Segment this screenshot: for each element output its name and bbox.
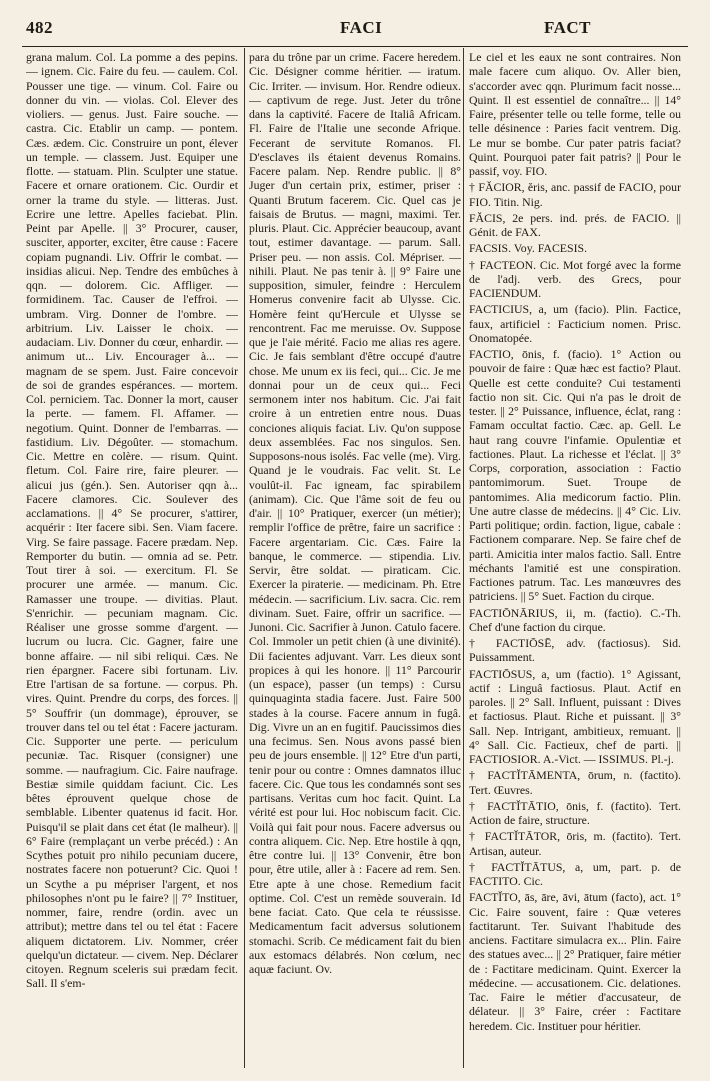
- entry-factiose: † FACTIŌSĒ, adv. (factiosus). Sid. Puissamment.: [469, 636, 681, 665]
- column-3: [469, 50, 681, 1065]
- entry-text: Le ciel et les eaux ne sont contraires. Non male facere cum aliquo. Ov. Aller bien, s'accorder avec qqn. Plurimum facit nosse... Quint. Il est essentiel de connaître... || 14° Faire, présenter telle ou telle forme, telle ou telle désinence : Paries facit ventrem. Dig. Le mur se bombe. Cur pater patris faciat? Quint. Pourquoi pater fait patris? || Pour le passif, voy. FIO.: [469, 50, 681, 178]
- page-header: [22, 18, 688, 46]
- column-divider: [463, 48, 464, 1068]
- header-rule: [22, 46, 688, 47]
- entry-facticius: FACTICIUS, a, um (facio). Plin. Factice, faux, artificiel : Facticium nomen. Prisc. Onomatopée.: [469, 302, 681, 345]
- page-number: 482: [26, 18, 53, 37]
- entry-factio: FACTIO, ōnis, f. (facio). 1° Action ou pouvoir de faire : Quæ hæc est factio? Plaut. Quelle est cette conduite? Cui testamenti factio non sit. Cic. Qui n'a pas le droit de tester. || 2° Puissance, influence, éclat, rang : Famam occultat factio. Cæc. ap. Gell. Le haut rang couvre l'infamie. Opulentiæ et factiones. Plaut. La richesse et l'éclat. || 3° Corps, corporation, association : Factio pantomimorum. Suet. Troupe de pantomimes. Alia medicorum factio. Plin. Une autre classe de médecins. || 4° Cic. Liv. Parti politique; ordin. faction, ligue, cabale : Factionem comparare. Nep. Se faire chef de parti. Amicitia inter malos factio. Sall. Entre méchants l'amitié est une conspiration. Factiones patrum. Tac. Les manœuvres des patriciens. || 5° Suet. Faction du cirque.: [469, 347, 681, 604]
- entry-facior: † FĂCIOR, ĕris, anc. passif de FACIO, pour FIO. Titin. Nig.: [469, 180, 681, 209]
- entry-facsis: FACSIS. Voy. FACESIS.: [469, 241, 588, 256]
- entry-facteon: † FACTEON. Cic. Mot forgé avec la forme de l'adj. verb. des Grecs, pour FACIENDUM.: [469, 257, 681, 300]
- column-divider: [244, 48, 245, 1068]
- entry-text: para du trône par un crime. Facere heredem. Cic. Désigner comme héritier. — iratum. Cic. Irriter. — invisum. Hor. Rendre odieux. — captivum de rege. Just. Jeter du trône dans la captivité. Facere de Italiâ Africam. Fl. Faire de l'Italie une seconde Afrique. Fecerant de servitute Romanos. Fl. D'esclaves ils étaient devenus Romains. Facere palam. Nep. Rendre public. || 8° Juger d'un certain prix, estimer, priser : Quanti Brutum facerem. Cic. Quel cas je faisais de Brutus. — magni, maximi. Ter. pluris. Plaut. Cic. Apprécier beaucoup, avant tout, estimer davantage. — parum. Sall. Priser peu. — non assis. Col. Mépriser. — nihili. Plaut. Ne pas tenir à. || 9° Faire une supposition, simuler, feindre : Herculem Homerus convenire facit ab Ulysse. Cic. Homère feint qu'Hercule et Ulysse se rencontrent. Fac me meruisse. Ov. Suppose que je l'aie mérité. Facio me alias res agere. Cic. Je fais semblant d'être occupé d'autre chose. Me unum ex iis feci, qui... Cic. Je me donnai pour un de ceux qui... Feci sermonem inter nos habitum. Cic. J'ai fait croire à un entretien entre nous. Duas conciones aliquis faciat. Liv. Qu'on suppose deux assemblées. Fac nos singulos. Sen. Supposons-nous isolés. Fac velle (me). Virg. Quand je le voudrais. Fac velit. St. Le voulût-il. Fac igneam, fac spirabilem (animam). Cic. Que l'âme soit de feu ou d'air. || 10° Pratiquer, exercer (un métier); remplir l'office de prêtre, faire un sacrifice : Facere argentariam. Cic. Cæs. Faire la banque, le commerce. — stipendia. Liv. Servir, être soldat. — piraticam. Cic. Exercer la piraterie. — medicinam. Ph. Etre médecin. — sacrificium. Liv. sacra. Cic. rem divinam. Suet. Faire, offrir un sacrifice. — Junoni. Cic. Sacrifier à Junon. Catulo facere. Col. Immoler un petit chien (à une divinité). Dii facientes adjuvant. Varr. Les dieux sont propices à qui les honore. || 11° Parcourir (un espace), passer (un temps) : Cursu quinquaginta stadia facere. Just. Faire 500 stades à la course. Facere annum in fugâ. Dig. Vivre un an en fugitif. Paucissimos dies una fecimus. Sen. Nous avons passé bien peu de jours ensemble. || 12° Etre d'un parti, tenir pour ou contre : Omnes damnatos illuc facere. Cic. Que tous les condamnés sont ses partisans. Veritas cum hoc facit. Quint. La vérité est pour lui. Hoc nobiscum facit. Cic. Voilà qui fait pour nous. Facere adversus ou contra aliquem. Cic. Nep. Etre hostile à qqn, être contre lui. || 13° Convenir, être bon pour, être utile, aller à : Facere ad rem. Sen. Etre apte à une chose. Remedium facit optime. Col. C'est un remède souverain. Id bene faciat. Cato. Que cela te réussisse. Medicamentum facit adversus solutionem stomachi. Scrib. Ce médicament fait du bien aux estomacs délabrés. Non cœlum, nec aquæ faciunt. Ov.: [249, 50, 461, 976]
- entry-text: grana malum. Col. La pomme a des pepins. — ignem. Cic. Faire du feu. — caulem. Col. Pousser une tige. — vinum. Col. Faire ou donner du vin. — violas. Col. Elever des violiers. — genus. Just. Faire souche. — castra. Cic. Etablir un camp. — pontem. Cæs. ædem. Cic. Construire un pont, élever un temple. — classem. Just. Equiper une flotte. — statuam. Plin. Sculpter une statue. Facere et ornare orationem. Cic. Ourdir et orner la trame du style. — litteras. Just. Ecrire une lettre. Apelles faciebat. Plin. Peint par Apelle. || 3° Procurer, causer, susciter, apporter, exciter, être cause : Facere copiam pugnandi. Liv. Offrir le combat. — insidias alicui. Nep. Tendre des embûches à qqn. — dolorem. Cic. Affliger. — formidinem. Tac. Causer de l'effroi. — umbram. Virg. Donner de l'ombre. — arbitrium. Liv. Laisser le choix. — audaciam. Liv. Donner du cœur, enhardir. — animum ut... Liv. Encourager à... — magnam de se spem. Just. Faire concevoir de soi de grandes espérances. — mortem. Col. perniciem. Tac. Donner la mort, causer la perte. — famem. Fl. Affamer. — negotium. Quint. Donner de l'embarras. — fastidium. Liv. Dégoûter. — stomachum. Cic. Mettre en colère. — risum. Quint. fletum. Col. Faire rire, faire pleurer. — alicui jus (gén.). Sen. Autoriser qqn à... Facere clamores. Cic. Soulever des acclamations. || 4° Se procurer, s'attirer, acquérir : Iter facere sibi. Sen. Viam facere. Virg. Se faire passage. Facere prædam. Nep. Remporter du butin. — omnia ad se. Petr. Tout tirer à soi. — exercitum. Fl. Se procurer une armée. — manum. Cic. Ramasser une troupe. — divitias. Plaut. S'enrichir. — pecuniam magnam. Cic. Réaliser une grosse somme d'argent. — lucrum ou lucra. Cic. Gagner, faire une bonne affaire. — nil sibi reliqui. Cæs. Ne rien épargner. Facere sibi fortunam. Liv. Etre l'artisan de sa fortune. — corpus. Ph. vires. Quint. Prendre du corps, des forces. || 5° Souffrir (un dommage), éprouver, se trouver dans tel ou tel état : Facere jacturam. Cic. Supporter une perte. — periculum pecuniæ. Tac. Risquer (consigner) une somme. — naufragium. Cic. Faire naufrage. Bestiæ simile quiddam faciunt. Cic. Les bêtes éprouvent quelque chose de semblable. Libenter quatenus id facit. Hor. Puisqu'il se plait dans cet état (le malheur). || 6° Faire (remplaçant un verbe précéd.) : An Scythes potuit pro nihilo pecuniam ducere, nostrates facere non potuerunt? Cic. Quoi ! un Scythe a pu mépriser l'argent, et nos philosophes n'ont pu le faire? || 7° Instituer, nommer, faire, rendre (ordin. avec un attribut); mettre dans tel ou tel état : Facere aliquem dictatorem. Liv. Nommer, créer quelqu'un dictateur. — civem. Nep. Déclarer citoyen. Regnum sceleris sui prædam fecit. Sall. Il s'em-: [26, 50, 238, 991]
- entry-factitatus: † FACTĬTĀTUS, a, um, part. p. de FACTITO. Cic.: [469, 859, 681, 888]
- entry-factito: FACTĬTO, ās, āre, āvi, ātum (facto), act. 1° Cic. Faire souvent, faire : Quæ veteres factitarunt. Ter. Suivant l'habitude des anciens. Factitare simulacra ex... Plin. Faire des statues avec... || 2° Pratiquer, faire métier de : Factitare medicinam. Quint. Exercer la médecine. — accusationem. Cic. delationes. Tac. Faire le métier d'accusateur, de délateur. || 3° Faire, créer : Factitare heredem. Cic. Instituer pour héritier.: [469, 890, 681, 1033]
- entry-factitatio: † FACTĬTĀTIO, ōnis, f. (factito). Tert. Action de faire, structure.: [469, 798, 681, 827]
- running-head-center: FACI: [340, 18, 383, 37]
- entry-facis: FĂCIS, 2e pers. ind. prés. de FACIO. || Génit. de FAX.: [469, 210, 681, 239]
- column-2: [249, 50, 461, 1065]
- entry-factiosus: FACTIŌSUS, a, um (factio). 1° Agissant, actif : Linguâ factiosus. Plaut. Actif en paroles. || 2° Sall. Influent, puissant : Dives et factiosus. Plaut. Riche et puissant. || 3° Sall. Nep. Intrigant, ambitieux, remuant. || 4° Sall. Cic. Factieux, chef de parti. || FACTIOSIOR. A.-Vict. — ISSIMUS. Pl.-j.: [469, 666, 681, 766]
- column-1: [26, 50, 238, 1065]
- running-head-right: FACT: [544, 18, 592, 37]
- entry-factitamenta: † FACTĬTĀMENTA, ōrum, n. (factito). Tert. Œuvres.: [469, 768, 681, 797]
- entry-factionarius: FACTIŌNĀRIUS, ii, m. (factio). C.-Th. Chef d'une faction du cirque.: [469, 605, 681, 634]
- entry-factitator: † FACTĬTĀTOR, ōris, m. (factito). Tert. Artisan, auteur.: [469, 829, 681, 858]
